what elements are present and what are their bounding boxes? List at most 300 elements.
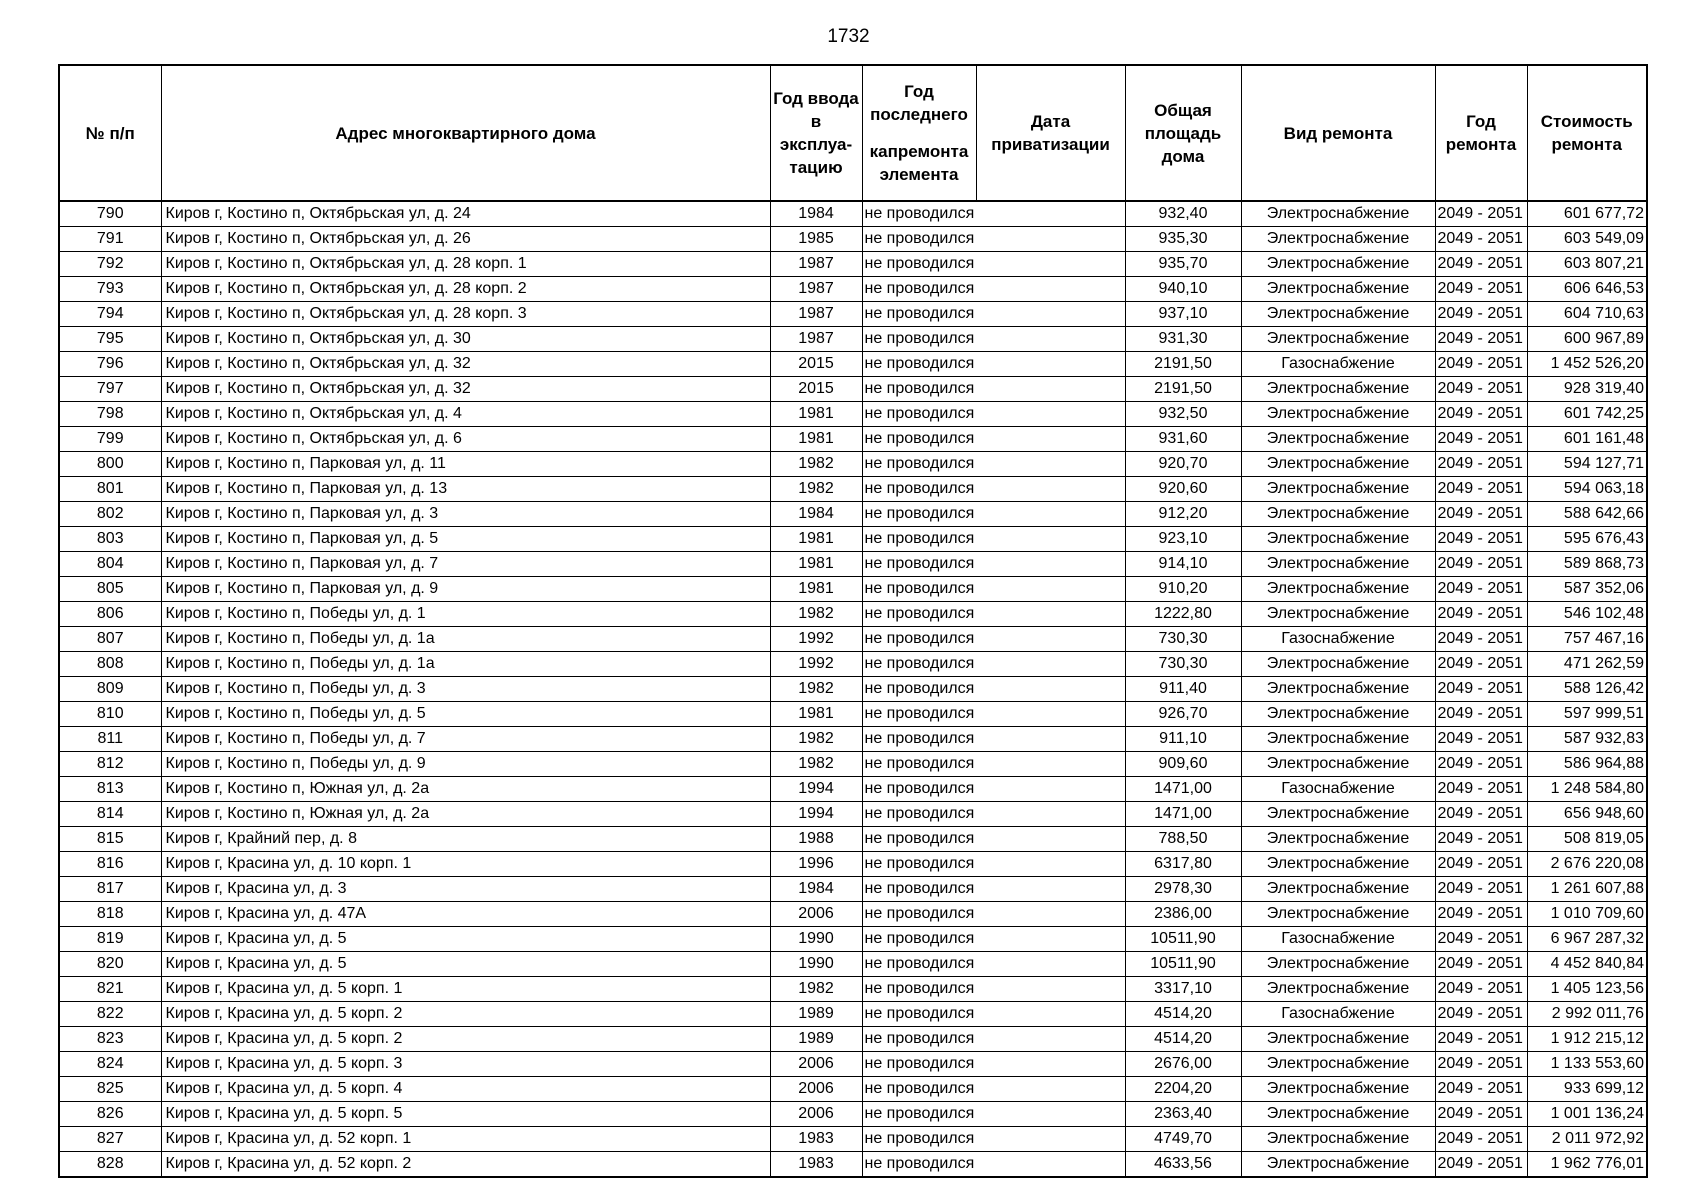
cell-privatization — [976, 327, 1125, 352]
header-privatization: Дата приватизации — [976, 65, 1125, 201]
cell-area: 932,50 — [1125, 402, 1241, 427]
cell-repair-year: 2049 - 2051 — [1435, 201, 1527, 227]
cell-address: Киров г, Костино п, Парковая ул, д. 5 — [161, 527, 770, 552]
cell-cost: 1 010 709,60 — [1527, 902, 1647, 927]
cell-privatization — [976, 452, 1125, 477]
cell-repair-year: 2049 - 2051 — [1435, 677, 1527, 702]
cell-privatization — [976, 552, 1125, 577]
table-row — [59, 1002, 1647, 1027]
cell-address: Киров г, Костино п, Октябрьская ул, д. 32 — [161, 352, 770, 377]
cell-num: 817 — [59, 877, 161, 902]
cell-last-repair: не проводился — [862, 927, 976, 952]
cell-last-repair: не проводился — [862, 577, 976, 602]
cell-cost: 4 452 840,84 — [1527, 952, 1647, 977]
header-repair-year: Год ремонта — [1435, 65, 1527, 201]
cell-last-repair: не проводился — [862, 777, 976, 802]
cell-repair-year: 2049 - 2051 — [1435, 527, 1527, 552]
cell-repair-year: 2049 - 2051 — [1435, 977, 1527, 1002]
cell-repair-year: 2049 - 2051 — [1435, 352, 1527, 377]
cell-last-repair: не проводился — [862, 302, 976, 327]
cell-year: 1992 — [770, 652, 862, 677]
cell-privatization — [976, 602, 1125, 627]
cell-repair-year: 2049 - 2051 — [1435, 477, 1527, 502]
cell-privatization — [976, 877, 1125, 902]
cell-privatization — [976, 352, 1125, 377]
cell-year: 1981 — [770, 702, 862, 727]
cell-cost: 606 646,53 — [1527, 277, 1647, 302]
cell-year: 1982 — [770, 452, 862, 477]
cell-repair-year: 2049 - 2051 — [1435, 852, 1527, 877]
cell-cost: 597 999,51 — [1527, 702, 1647, 727]
cell-address: Киров г, Костино п, Октябрьская ул, д. 6 — [161, 427, 770, 452]
cell-last-repair: не проводился — [862, 602, 976, 627]
cell-address: Киров г, Красина ул, д. 5 корп. 2 — [161, 1027, 770, 1052]
cell-cost: 757 467,16 — [1527, 627, 1647, 652]
cell-address: Киров г, Красина ул, д. 5 корп. 3 — [161, 1052, 770, 1077]
cell-privatization — [976, 902, 1125, 927]
cell-area: 4514,20 — [1125, 1027, 1241, 1052]
cell-cost: 656 948,60 — [1527, 802, 1647, 827]
cell-address: Киров г, Костино п, Октябрьская ул, д. 32 — [161, 377, 770, 402]
cell-num: 807 — [59, 627, 161, 652]
cell-num: 820 — [59, 952, 161, 977]
cell-area: 10511,90 — [1125, 952, 1241, 977]
cell-year: 1992 — [770, 627, 862, 652]
cell-cost: 1 912 215,12 — [1527, 1027, 1647, 1052]
cell-privatization — [976, 627, 1125, 652]
cell-cost: 601 161,48 — [1527, 427, 1647, 452]
cell-kind: Электроснабжение — [1241, 1077, 1435, 1102]
cell-last-repair: не проводился — [862, 952, 976, 977]
cell-year: 1989 — [770, 1027, 862, 1052]
cell-cost: 601 742,25 — [1527, 402, 1647, 427]
cell-year: 1989 — [770, 1002, 862, 1027]
cell-area: 910,20 — [1125, 577, 1241, 602]
cell-area: 911,40 — [1125, 677, 1241, 702]
cell-cost: 603 549,09 — [1527, 227, 1647, 252]
cell-year: 1988 — [770, 827, 862, 852]
cell-year: 1985 — [770, 227, 862, 252]
cell-kind: Электроснабжение — [1241, 277, 1435, 302]
table-row — [59, 677, 1647, 702]
cell-address: Киров г, Красина ул, д. 5 корп. 2 — [161, 1002, 770, 1027]
cell-num: 799 — [59, 427, 161, 452]
table-row — [59, 527, 1647, 552]
cell-kind: Электроснабжение — [1241, 452, 1435, 477]
cell-last-repair: не проводился — [862, 477, 976, 502]
header-last-repair-line1: Год последнего — [870, 82, 968, 124]
cell-cost: 595 676,43 — [1527, 527, 1647, 552]
cell-address: Киров г, Костино п, Победы ул, д. 7 — [161, 727, 770, 752]
header-kind: Вид ремонта — [1241, 65, 1435, 201]
cell-area: 932,40 — [1125, 201, 1241, 227]
cell-year: 1987 — [770, 277, 862, 302]
cell-kind: Электроснабжение — [1241, 702, 1435, 727]
table-row — [59, 452, 1647, 477]
cell-kind: Электроснабжение — [1241, 727, 1435, 752]
cell-kind: Электроснабжение — [1241, 1127, 1435, 1152]
cell-year: 1996 — [770, 852, 862, 877]
cell-year: 2006 — [770, 1077, 862, 1102]
cell-kind: Электроснабжение — [1241, 377, 1435, 402]
cell-address: Киров г, Костино п, Победы ул, д. 1а — [161, 652, 770, 677]
cell-area: 2204,20 — [1125, 1077, 1241, 1102]
cell-area: 788,50 — [1125, 827, 1241, 852]
cell-cost: 508 819,05 — [1527, 827, 1647, 852]
table-row — [59, 952, 1647, 977]
cell-num: 800 — [59, 452, 161, 477]
cell-kind: Электроснабжение — [1241, 1027, 1435, 1052]
table-row — [59, 502, 1647, 527]
cell-kind: Газоснабжение — [1241, 352, 1435, 377]
cell-num: 810 — [59, 702, 161, 727]
cell-last-repair: не проводился — [862, 827, 976, 852]
cell-year: 2006 — [770, 902, 862, 927]
cell-area: 730,30 — [1125, 652, 1241, 677]
cell-num: 790 — [59, 201, 161, 227]
cell-privatization — [976, 752, 1125, 777]
cell-last-repair: не проводился — [862, 802, 976, 827]
cell-area: 1471,00 — [1125, 777, 1241, 802]
cell-kind: Электроснабжение — [1241, 827, 1435, 852]
cell-year: 1984 — [770, 877, 862, 902]
cell-repair-year: 2049 - 2051 — [1435, 1052, 1527, 1077]
cell-area: 2191,50 — [1125, 377, 1241, 402]
cell-privatization — [976, 1052, 1125, 1077]
table-row — [59, 752, 1647, 777]
cell-num: 795 — [59, 327, 161, 352]
cell-cost: 601 677,72 — [1527, 201, 1647, 227]
cell-area: 10511,90 — [1125, 927, 1241, 952]
cell-area: 2386,00 — [1125, 902, 1241, 927]
cell-area: 1222,80 — [1125, 602, 1241, 627]
cell-area: 920,70 — [1125, 452, 1241, 477]
cell-year: 1987 — [770, 302, 862, 327]
cell-repair-year: 2049 - 2051 — [1435, 452, 1527, 477]
cell-num: 809 — [59, 677, 161, 702]
cell-area: 4749,70 — [1125, 1127, 1241, 1152]
cell-cost: 1 962 776,01 — [1527, 1152, 1647, 1178]
cell-address: Киров г, Костино п, Парковая ул, д. 9 — [161, 577, 770, 602]
cell-cost: 471 262,59 — [1527, 652, 1647, 677]
cell-last-repair: не проводился — [862, 252, 976, 277]
cell-last-repair: не проводился — [862, 1052, 976, 1077]
cell-repair-year: 2049 - 2051 — [1435, 327, 1527, 352]
cell-repair-year: 2049 - 2051 — [1435, 1077, 1527, 1102]
cell-area: 6317,80 — [1125, 852, 1241, 877]
cell-repair-year: 2049 - 2051 — [1435, 952, 1527, 977]
table-row — [59, 227, 1647, 252]
cell-repair-year: 2049 - 2051 — [1435, 402, 1527, 427]
table-row — [59, 427, 1647, 452]
cell-num: 803 — [59, 527, 161, 552]
cell-num: 828 — [59, 1152, 161, 1178]
cell-address: Киров г, Костино п, Парковая ул, д. 3 — [161, 502, 770, 527]
cell-year: 1983 — [770, 1127, 862, 1152]
cell-privatization — [976, 852, 1125, 877]
cell-kind: Газоснабжение — [1241, 777, 1435, 802]
cell-cost: 1 001 136,24 — [1527, 1102, 1647, 1127]
cell-area: 1471,00 — [1125, 802, 1241, 827]
cell-area: 937,10 — [1125, 302, 1241, 327]
cell-kind: Газоснабжение — [1241, 627, 1435, 652]
cell-last-repair: не проводился — [862, 352, 976, 377]
cell-privatization — [976, 377, 1125, 402]
cell-kind: Электроснабжение — [1241, 602, 1435, 627]
cell-address: Киров г, Красина ул, д. 5 корп. 1 — [161, 977, 770, 1002]
cell-cost: 2 992 011,76 — [1527, 1002, 1647, 1027]
cell-address: Киров г, Костино п, Октябрьская ул, д. 28 корп. 2 — [161, 277, 770, 302]
cell-address: Киров г, Красина ул, д. 5 — [161, 952, 770, 977]
cell-repair-year: 2049 - 2051 — [1435, 577, 1527, 602]
cell-privatization — [976, 927, 1125, 952]
cell-repair-year: 2049 - 2051 — [1435, 877, 1527, 902]
cell-year: 1982 — [770, 677, 862, 702]
cell-num: 824 — [59, 1052, 161, 1077]
table-row — [59, 327, 1647, 352]
cell-cost: 594 127,71 — [1527, 452, 1647, 477]
cell-last-repair: не проводился — [862, 552, 976, 577]
cell-kind: Электроснабжение — [1241, 802, 1435, 827]
cell-num: 791 — [59, 227, 161, 252]
cell-year: 1987 — [770, 327, 862, 352]
cell-last-repair: не проводился — [862, 652, 976, 677]
cell-repair-year: 2049 - 2051 — [1435, 927, 1527, 952]
cell-privatization — [976, 802, 1125, 827]
cell-kind: Электроснабжение — [1241, 1152, 1435, 1178]
cell-cost: 600 967,89 — [1527, 327, 1647, 352]
cell-kind: Электроснабжение — [1241, 652, 1435, 677]
cell-repair-year: 2049 - 2051 — [1435, 277, 1527, 302]
cell-num: 826 — [59, 1102, 161, 1127]
cell-cost: 594 063,18 — [1527, 477, 1647, 502]
cell-kind: Электроснабжение — [1241, 1102, 1435, 1127]
cell-year: 1982 — [770, 977, 862, 1002]
cell-address: Киров г, Крайний пер, д. 8 — [161, 827, 770, 852]
cell-num: 796 — [59, 352, 161, 377]
cell-repair-year: 2049 - 2051 — [1435, 1127, 1527, 1152]
cell-last-repair: не проводился — [862, 502, 976, 527]
cell-privatization — [976, 227, 1125, 252]
cell-privatization — [976, 1102, 1125, 1127]
cell-address: Киров г, Красина ул, д. 52 корп. 2 — [161, 1152, 770, 1178]
cell-last-repair: не проводился — [862, 1127, 976, 1152]
cell-num: 821 — [59, 977, 161, 1002]
cell-year: 1982 — [770, 727, 862, 752]
cell-num: 798 — [59, 402, 161, 427]
cell-num: 794 — [59, 302, 161, 327]
cell-kind: Электроснабжение — [1241, 302, 1435, 327]
cell-year: 1982 — [770, 477, 862, 502]
cell-area: 926,70 — [1125, 702, 1241, 727]
table-row — [59, 602, 1647, 627]
cell-last-repair: не проводился — [862, 377, 976, 402]
cell-privatization — [976, 827, 1125, 852]
header-area: Общая площадь дома — [1125, 65, 1241, 201]
cell-privatization — [976, 952, 1125, 977]
cell-kind: Электроснабжение — [1241, 201, 1435, 227]
cell-kind: Электроснабжение — [1241, 552, 1435, 577]
cell-repair-year: 2049 - 2051 — [1435, 552, 1527, 577]
header-row — [59, 65, 1647, 201]
cell-last-repair: не проводился — [862, 677, 976, 702]
cell-kind: Газоснабжение — [1241, 1002, 1435, 1027]
cell-last-repair: не проводился — [862, 627, 976, 652]
cell-num: 812 — [59, 752, 161, 777]
cell-kind: Электроснабжение — [1241, 402, 1435, 427]
cell-cost: 586 964,88 — [1527, 752, 1647, 777]
cell-address: Киров г, Костино п, Парковая ул, д. 7 — [161, 552, 770, 577]
cell-kind: Электроснабжение — [1241, 227, 1435, 252]
cell-address: Киров г, Костино п, Парковая ул, д. 13 — [161, 477, 770, 502]
cell-last-repair: не проводился — [862, 277, 976, 302]
cell-repair-year: 2049 - 2051 — [1435, 1027, 1527, 1052]
table-row — [59, 1052, 1647, 1077]
cell-year: 1994 — [770, 802, 862, 827]
cell-repair-year: 2049 - 2051 — [1435, 777, 1527, 802]
cell-last-repair: не проводился — [862, 752, 976, 777]
cell-privatization — [976, 1127, 1125, 1152]
cell-year: 2015 — [770, 377, 862, 402]
cell-kind: Электроснабжение — [1241, 577, 1435, 602]
cell-repair-year: 2049 - 2051 — [1435, 727, 1527, 752]
cell-privatization — [976, 477, 1125, 502]
cell-repair-year: 2049 - 2051 — [1435, 302, 1527, 327]
table-row — [59, 927, 1647, 952]
table-row — [59, 277, 1647, 302]
cell-area: 730,30 — [1125, 627, 1241, 652]
cell-cost: 933 699,12 — [1527, 1077, 1647, 1102]
cell-last-repair: не проводился — [862, 877, 976, 902]
cell-area: 931,30 — [1125, 327, 1241, 352]
cell-area: 2978,30 — [1125, 877, 1241, 902]
cell-year: 2015 — [770, 352, 862, 377]
cell-area: 920,60 — [1125, 477, 1241, 502]
cell-repair-year: 2049 - 2051 — [1435, 702, 1527, 727]
cell-cost: 1 248 584,80 — [1527, 777, 1647, 802]
cell-num: 801 — [59, 477, 161, 502]
cell-address: Киров г, Красина ул, д. 47А — [161, 902, 770, 927]
cell-address: Киров г, Костино п, Победы ул, д. 5 — [161, 702, 770, 727]
cell-year: 1981 — [770, 427, 862, 452]
table-row — [59, 877, 1647, 902]
cell-address: Киров г, Костино п, Октябрьская ул, д. 26 — [161, 227, 770, 252]
cell-last-repair: не проводился — [862, 1102, 976, 1127]
cell-repair-year: 2049 - 2051 — [1435, 427, 1527, 452]
cell-repair-year: 2049 - 2051 — [1435, 652, 1527, 677]
cell-privatization — [976, 652, 1125, 677]
cell-area: 4633,56 — [1125, 1152, 1241, 1178]
cell-privatization — [976, 502, 1125, 527]
cell-cost: 1 133 553,60 — [1527, 1052, 1647, 1077]
cell-repair-year: 2049 - 2051 — [1435, 752, 1527, 777]
cell-address: Киров г, Красина ул, д. 3 — [161, 877, 770, 902]
cell-last-repair: не проводился — [862, 727, 976, 752]
table-row — [59, 827, 1647, 852]
cell-address: Киров г, Костино п, Парковая ул, д. 11 — [161, 452, 770, 477]
cell-area: 2191,50 — [1125, 352, 1241, 377]
table-row — [59, 727, 1647, 752]
cell-privatization — [976, 527, 1125, 552]
table-row — [59, 302, 1647, 327]
cell-repair-year: 2049 - 2051 — [1435, 1002, 1527, 1027]
cell-year: 1983 — [770, 1152, 862, 1178]
cell-num: 804 — [59, 552, 161, 577]
table-row — [59, 201, 1647, 227]
cell-address: Киров г, Красина ул, д. 5 корп. 5 — [161, 1102, 770, 1127]
cell-address: Киров г, Красина ул, д. 10 корп. 1 — [161, 852, 770, 877]
cell-repair-year: 2049 - 2051 — [1435, 827, 1527, 852]
cell-last-repair: не проводился — [862, 977, 976, 1002]
cell-last-repair: не проводился — [862, 527, 976, 552]
cell-cost: 587 932,83 — [1527, 727, 1647, 752]
cell-kind: Электроснабжение — [1241, 327, 1435, 352]
cell-cost: 2 011 972,92 — [1527, 1127, 1647, 1152]
cell-privatization — [976, 727, 1125, 752]
cell-cost: 588 642,66 — [1527, 502, 1647, 527]
cell-num: 815 — [59, 827, 161, 852]
cell-repair-year: 2049 - 2051 — [1435, 1102, 1527, 1127]
cell-repair-year: 2049 - 2051 — [1435, 802, 1527, 827]
table-row — [59, 377, 1647, 402]
cell-cost: 1 405 123,56 — [1527, 977, 1647, 1002]
cell-area: 2676,00 — [1125, 1052, 1241, 1077]
cell-num: 808 — [59, 652, 161, 677]
cell-num: 818 — [59, 902, 161, 927]
cell-privatization — [976, 777, 1125, 802]
cell-privatization — [976, 277, 1125, 302]
cell-year: 1994 — [770, 777, 862, 802]
cell-year: 1981 — [770, 577, 862, 602]
table-row — [59, 902, 1647, 927]
cell-kind: Электроснабжение — [1241, 502, 1435, 527]
cell-last-repair: не проводился — [862, 902, 976, 927]
cell-repair-year: 2049 - 2051 — [1435, 502, 1527, 527]
cell-area: 914,10 — [1125, 552, 1241, 577]
cell-address: Киров г, Костино п, Победы ул, д. 9 — [161, 752, 770, 777]
cell-cost: 589 868,73 — [1527, 552, 1647, 577]
header-num: № п/п — [59, 65, 161, 201]
cell-privatization — [976, 577, 1125, 602]
cell-last-repair: не проводился — [862, 1027, 976, 1052]
cell-privatization — [976, 252, 1125, 277]
cell-address: Киров г, Костино п, Октябрьская ул, д. 24 — [161, 201, 770, 227]
cell-kind: Электроснабжение — [1241, 977, 1435, 1002]
cell-num: 793 — [59, 277, 161, 302]
cell-last-repair: не проводился — [862, 402, 976, 427]
cell-year: 1990 — [770, 952, 862, 977]
cell-cost: 588 126,42 — [1527, 677, 1647, 702]
cell-kind: Электроснабжение — [1241, 852, 1435, 877]
cell-num: 827 — [59, 1127, 161, 1152]
cell-area: 911,10 — [1125, 727, 1241, 752]
cell-year: 1981 — [770, 527, 862, 552]
cell-privatization — [976, 302, 1125, 327]
header-address: Адрес многоквартирного дома — [161, 65, 770, 201]
cell-num: 811 — [59, 727, 161, 752]
cell-area: 912,20 — [1125, 502, 1241, 527]
cell-privatization — [976, 402, 1125, 427]
cell-num: 805 — [59, 577, 161, 602]
table-row — [59, 802, 1647, 827]
cell-privatization — [976, 977, 1125, 1002]
cell-area: 923,10 — [1125, 527, 1241, 552]
cell-year: 1982 — [770, 752, 862, 777]
cell-address: Киров г, Красина ул, д. 5 — [161, 927, 770, 952]
cell-address: Киров г, Костино п, Южная ул, д. 2а — [161, 777, 770, 802]
cell-last-repair: не проводился — [862, 452, 976, 477]
cell-address: Киров г, Костино п, Октябрьская ул, д. 4 — [161, 402, 770, 427]
